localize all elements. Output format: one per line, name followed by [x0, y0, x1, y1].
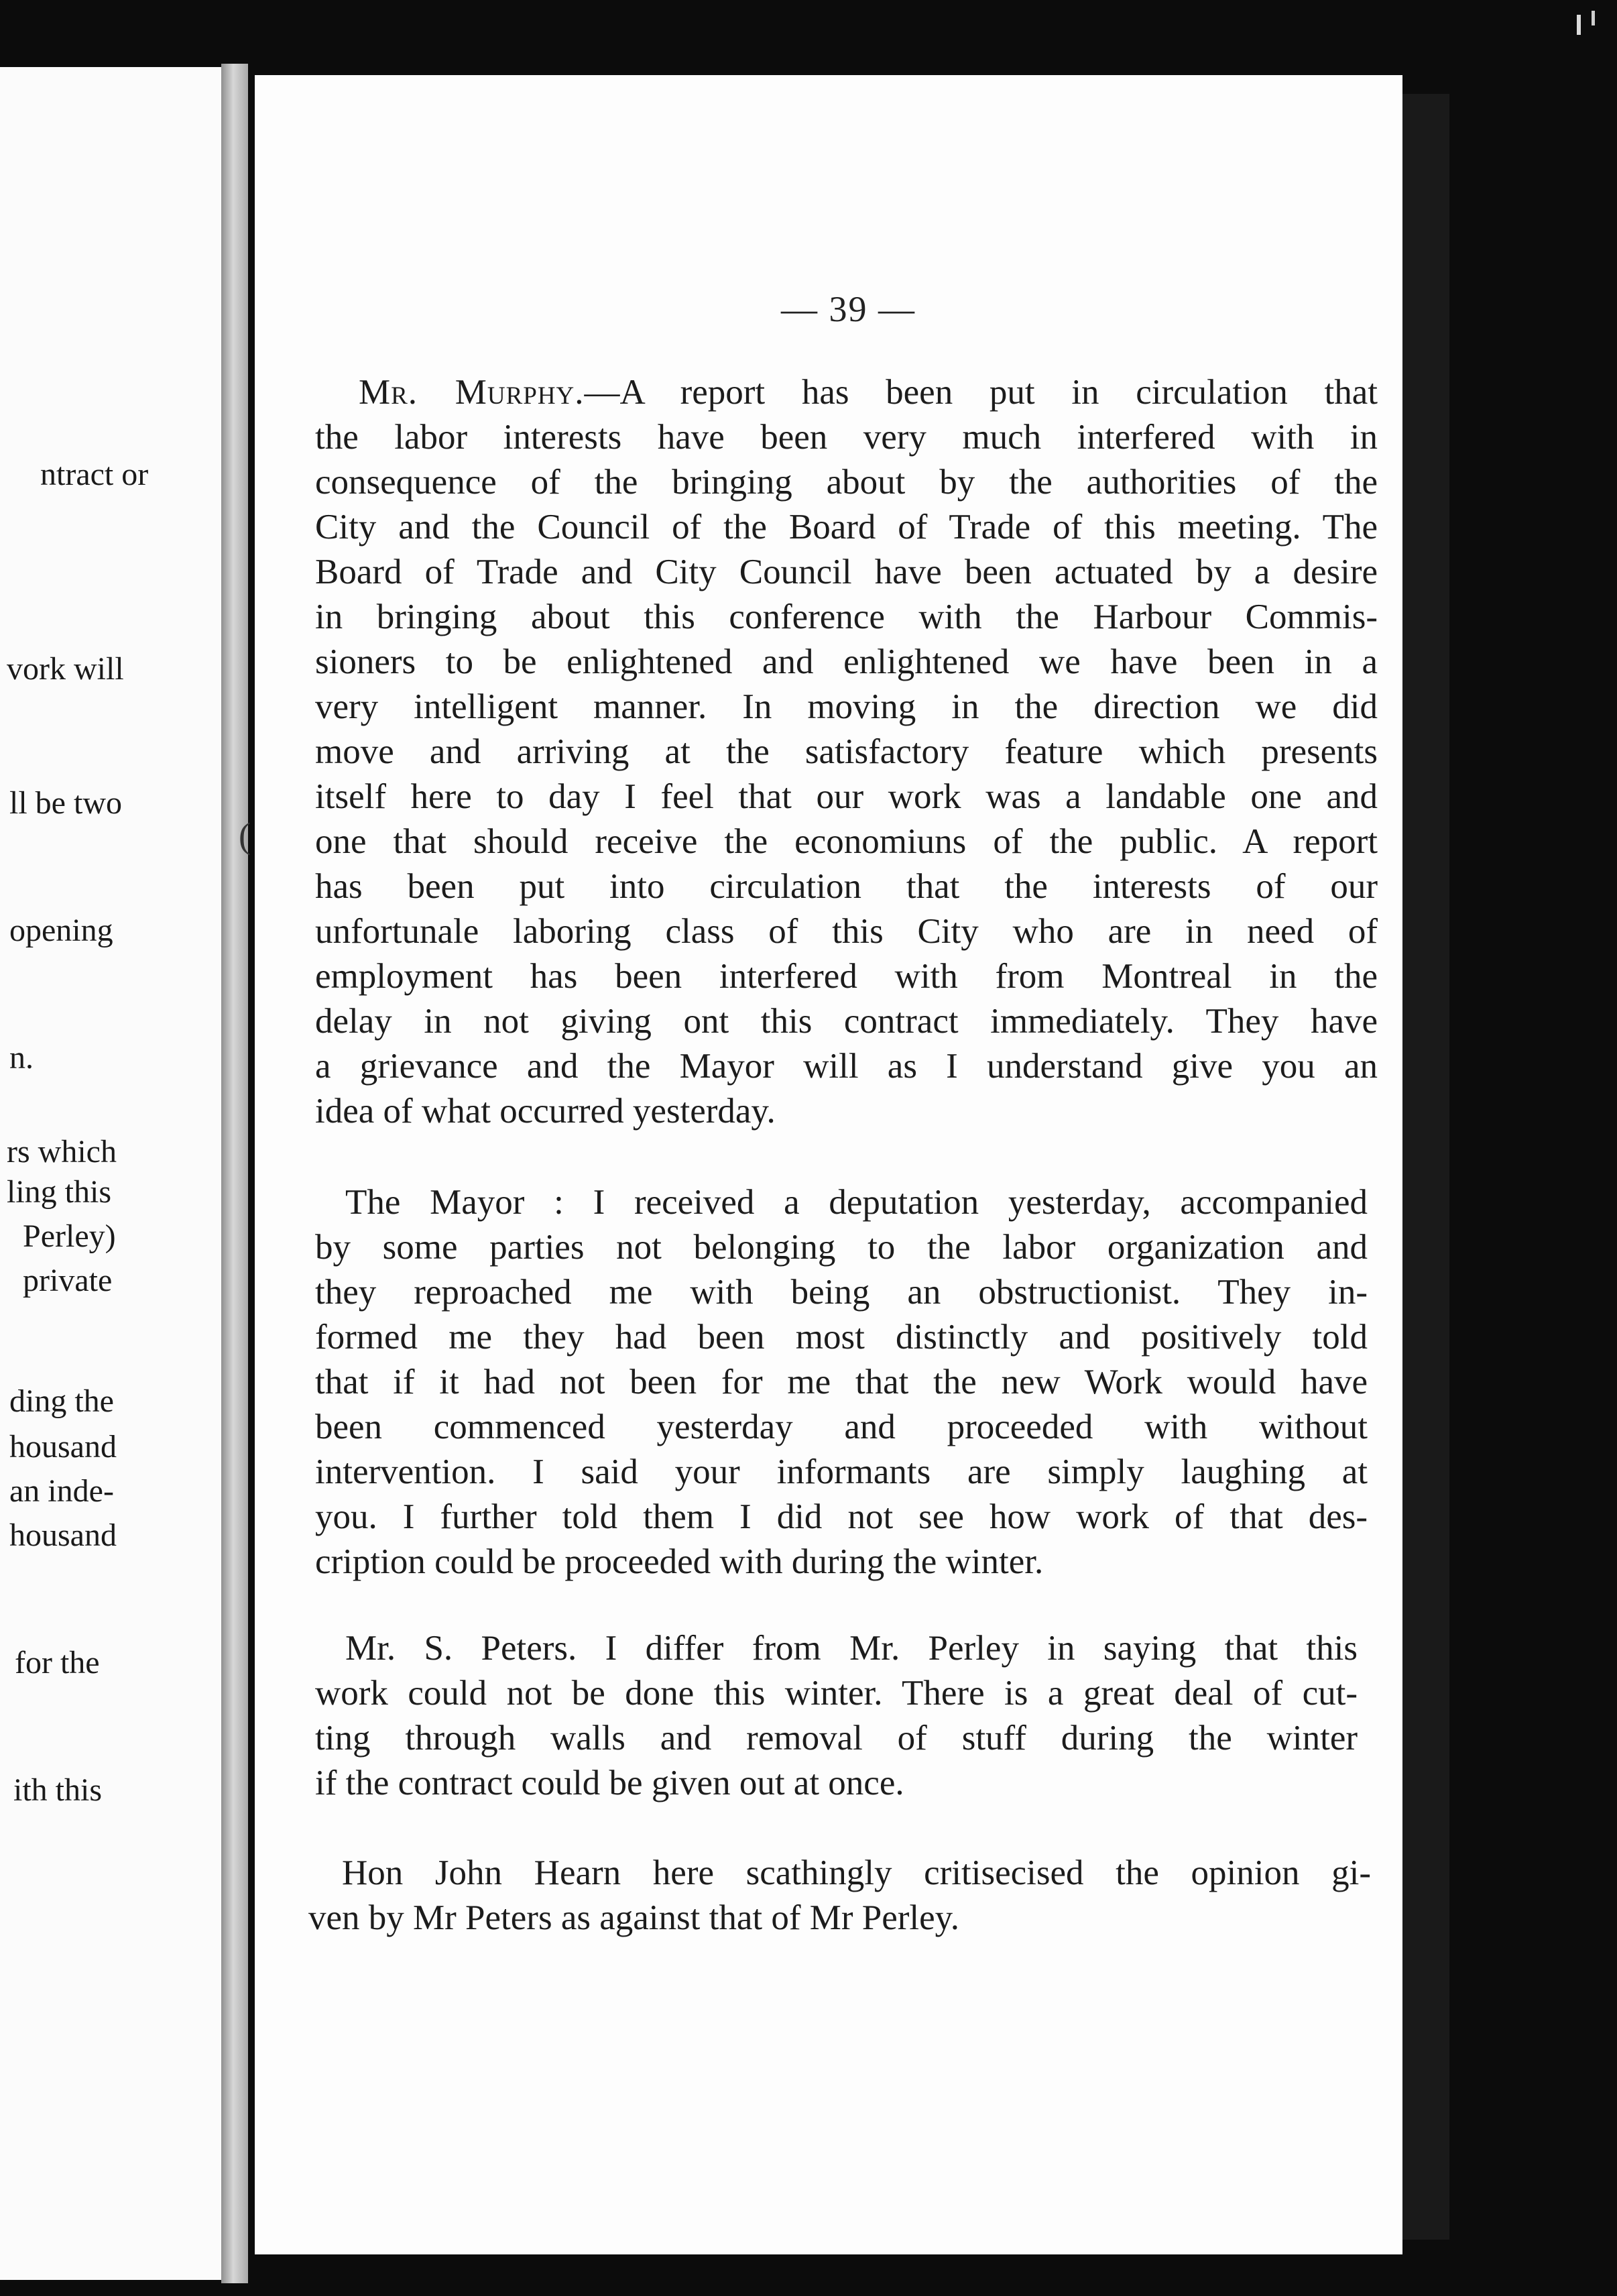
- paragraph-line: consequence of the bringing about by the authorities of the: [315, 463, 1378, 502]
- paragraph-line: delay in not giving ont this contract immediately. They have: [315, 1002, 1378, 1041]
- paragraph-line: Mr. S. Peters. I differ from Mr. Perley in saying that this: [345, 1629, 1358, 1668]
- facing-page-fragment: ling this: [7, 1174, 112, 1210]
- facing-page-fragment: an inde-: [9, 1473, 114, 1509]
- facing-page-fragment: housand: [9, 1517, 117, 1553]
- paragraph-line: work could not be done this winter. There is a great deal of cut-: [315, 1674, 1358, 1713]
- margin-bracket-mark: (: [239, 815, 251, 856]
- paragraph-line: City and the Council of the Board of Trade of this meeting. The: [315, 508, 1378, 547]
- facing-page-fragment: ll be two: [9, 785, 122, 821]
- facing-page-fragment: private: [23, 1263, 113, 1298]
- facing-page-fragment: n.: [9, 1040, 34, 1076]
- paragraph-line: ting through walls and removal of stuff during the winter: [315, 1719, 1358, 1758]
- paragraph-line: Hon John Hearn here scathingly critisecised the opinion gi-: [342, 1853, 1371, 1892]
- paragraph-line: Board of Trade and City Council have been actuated by a desire: [315, 553, 1378, 591]
- paragraph-line: The Mayor : I received a deputation yesterday, accompanied: [345, 1183, 1368, 1222]
- facing-page-fragment: housand: [9, 1429, 117, 1465]
- paragraph-line: very intelligent manner. In moving in the direction we did: [315, 687, 1378, 726]
- facing-page-fragment: ding the: [9, 1383, 114, 1419]
- scan-artifact: [1577, 15, 1581, 35]
- paragraph-line: in bringing about this conference with the Harbour Commis-: [315, 597, 1378, 636]
- facing-page-fragment: vork will: [7, 651, 124, 687]
- facing-page-fragment: Perley): [23, 1218, 116, 1254]
- facing-page-fragment: rs which: [7, 1134, 117, 1169]
- facing-page-fragment: ith this: [13, 1772, 103, 1808]
- paragraph-line: move and arriving at the satisfactory feature which presents: [315, 732, 1378, 771]
- paragraph-line: itself here to day I feel that our work was a landable one and: [315, 777, 1378, 816]
- paragraph-line: you. I further told them I did not see how work of that des-: [315, 1497, 1368, 1536]
- paragraph-line: they reproached me with being an obstructionist. They in-: [315, 1273, 1368, 1312]
- facing-page-fragment: for the: [15, 1645, 100, 1680]
- page-number: — 39 —: [781, 289, 916, 329]
- paragraph-line: the labor interests have been very much interfered with in: [315, 418, 1378, 457]
- facing-page: [0, 67, 228, 2280]
- paragraph-line: one that should receive the economiuns of the public. A report: [315, 822, 1378, 861]
- paragraph-line: a grievance and the Mayor will as I understand give you an: [315, 1047, 1378, 1086]
- page-edge-shadow: [1402, 94, 1449, 2240]
- paragraph-line: that if it had not been for me that the new Work would have: [315, 1363, 1368, 1401]
- paragraph-line: ven by Mr Peters as against that of Mr Perley.: [308, 1898, 959, 1937]
- paragraph-line: has been put into circulation that the interests of our: [315, 867, 1378, 906]
- paragraph-line: if the contract could be given out at once.: [315, 1764, 904, 1802]
- paragraph-line: idea of what occurred yesterday.: [315, 1092, 776, 1131]
- paragraph-line: cription could be proceeded with during the winter.: [315, 1542, 1044, 1581]
- paragraph-line: by some parties not belonging to the labor organization and: [315, 1228, 1368, 1267]
- paragraph-line: sioners to be enlightened and enlightened we have been in a: [315, 642, 1378, 681]
- paragraph-line: formed me they had been most distinctly and positively told: [315, 1318, 1368, 1357]
- paragraph-line: intervention. I said your informants are simply laughing at: [315, 1452, 1368, 1491]
- facing-page-fragment: ntract or: [40, 457, 149, 492]
- paragraph-line: unfortunale laboring class of this City who are in need of: [315, 912, 1378, 951]
- facing-page-fragment: opening: [9, 913, 113, 948]
- paragraph-line: been commenced yesterday and proceeded with without: [315, 1408, 1368, 1446]
- paragraph-line: employment has been interfered with from Montreal in the: [315, 957, 1378, 996]
- scan-artifact: [1592, 11, 1595, 25]
- paragraph-line: Mr. Murphy.—A report has been put in circulation that: [359, 373, 1378, 412]
- speaker-name: Mr. Murphy.: [359, 373, 585, 412]
- book-spine: [221, 64, 248, 2283]
